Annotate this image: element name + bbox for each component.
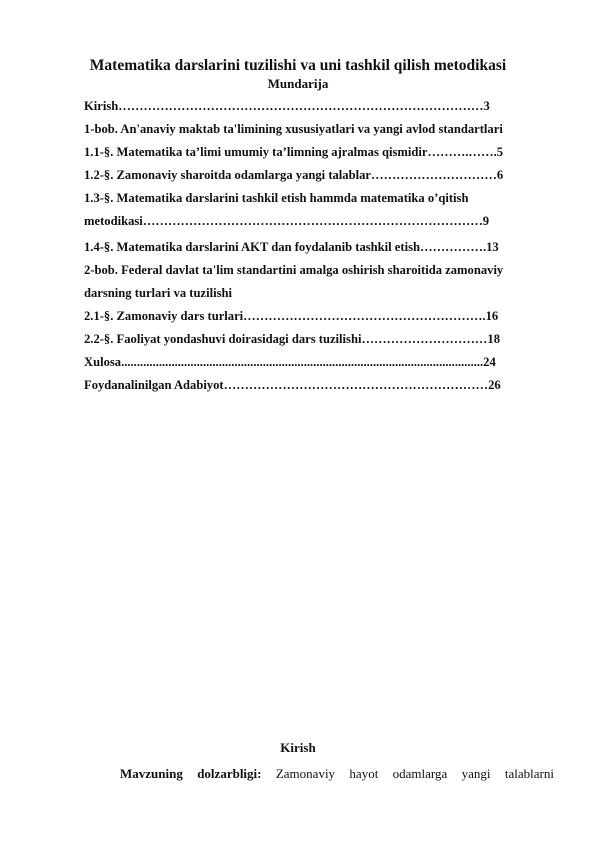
toc-entry: Kirish……………………………………………………………………………3: [84, 99, 490, 113]
toc-entry: Xulosa...................................................................................................................24: [84, 355, 496, 369]
document-title: Matematika darslarini tuzilishi va uni tashkil qilish metodikasi: [89, 57, 507, 74]
toc-entry: 2.1-§. Zamonaviy dars turlari………………………………………………….16: [84, 309, 499, 323]
paragraph-text: Zamonaviy hayot odamlarga yangi talablarni: [261, 766, 554, 781]
toc-entry: 1.2-§. Zamonaviy sharoitda odamlarga yangi talablar…………………………6: [84, 168, 504, 182]
toc-entry: 1.3-§. Matematika darslarini tashkil etish hammda matematika o’qitish: [84, 191, 469, 205]
toc-entry: 2.2-§. Faoliyat yondashuvi doirasidagi dars tuzilishi…………………………18: [84, 332, 500, 346]
toc-entry: darsning turlari va tuzilishi: [84, 286, 232, 300]
toc-entry: metodikasi………………………………………………………………………9: [84, 214, 490, 228]
body-paragraph: [84, 765, 554, 783]
section-heading: Kirish: [280, 740, 316, 755]
paragraph-lead: Mavzuning dolzarbligi:: [120, 766, 262, 781]
toc-entry: 1.1-§. Matematika ta’limi umumiy ta’limning ajralmas qismidir……….…….5: [84, 145, 504, 159]
toc-heading: Mundarija: [267, 76, 329, 91]
toc-entry: Foydanalinilgan Adabiyot………………………………………………………26: [84, 378, 501, 392]
toc-entry: 1-bob. An'anaviy maktab ta'limining xususiyatlari va yangi avlod standartlari: [84, 122, 503, 136]
toc-entry: 2-bob. Federal davlat ta'lim standartini amalga oshirish sharoitida zamonaviy: [84, 263, 504, 277]
toc-entry: 1.4-§. Matematika darslarini AKT dan foydalanib tashkil etish…………….13: [84, 240, 499, 254]
